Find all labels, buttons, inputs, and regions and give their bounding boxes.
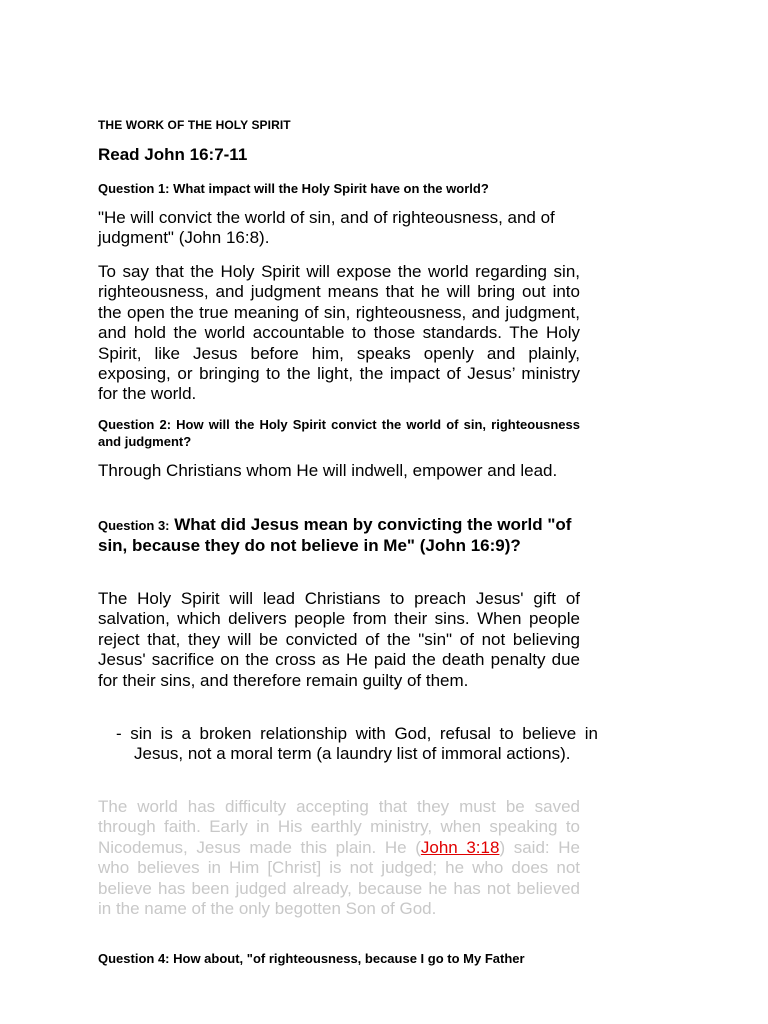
question-4: Question 4: How about, "of righteousness, because I go to My Father (98, 951, 525, 966)
question-1-quote: "He will convict the world of sin, and of righteousness, and of judgment" (John 16:8). (98, 208, 555, 248)
question-1-answer: To say that the Holy Spirit will expose the world regarding sin, righteousness, and judgment means that he will bring out into the open the true meaning of sin, righteousness, and judgment, and hold the world accountable to those standards. The Holy Spirit, like Jesus before him, speaks openly and plainly, exposing, or bringing to the light, the impact of Jesus’ ministry for the world. (98, 262, 580, 404)
question-3 (98, 515, 580, 557)
question-4-section (98, 951, 580, 966)
faded-paragraph (98, 797, 580, 919)
sin-definition-bullet: - sin is a broken relationship with God, refusal to believe in Jesus, not a moral term (a laundry list of immoral actions). (116, 724, 598, 764)
question-2-answer: Through Christians whom He will indwell, empower and lead. (98, 461, 558, 480)
document-title: THE WORK OF THE HOLY SPIRIT (98, 118, 291, 132)
john-3-18-link[interactable]: John 3:18 (420, 837, 500, 857)
faded-text-before: The world has difficulty accepting that they must be saved through faith. Early in His earthly ministry, when speaking to Nicodemus, Jesus made this plain. He ( (98, 797, 580, 857)
question-3-answer-block (98, 589, 580, 691)
question-1-quote-block (98, 208, 580, 249)
question-3-answer: The Holy Spirit will lead Christians to preach Jesus' gift of salvation, which delivers people from their sins. When people reject that, they will be convicted of the "sin" of not believing Jesus' sacrifice on the cross as He paid the death penalty due for their sins, and therefore remain guilty of them. (98, 589, 580, 690)
faded-text-after: ) said: He who believes in Him [Christ] is not judged; he who does not believe has been judged already, because he has not believed in the name of the only begotten Son of God. (98, 837, 580, 919)
question-3-section (98, 515, 580, 557)
question-2: Question 2: How will the Holy Spirit convict the world of sin, righteousness and judgment? (98, 417, 580, 449)
faded-paragraph-block (98, 797, 580, 919)
question-3-text: What did Jesus mean by convicting the world "of sin, because they do not believe in Me" (John 16:9)? (98, 515, 572, 556)
question-2-section (98, 416, 580, 450)
question-3-prefix: Question 3: (98, 518, 170, 533)
question-1-section (98, 180, 580, 197)
reading-heading: Read John 16:7-11 (98, 145, 248, 164)
question-2-answer-block (98, 461, 580, 481)
question-1: Question 1: What impact will the Holy Spirit have on the world? (98, 181, 489, 196)
question-1-answer-block (98, 262, 580, 405)
